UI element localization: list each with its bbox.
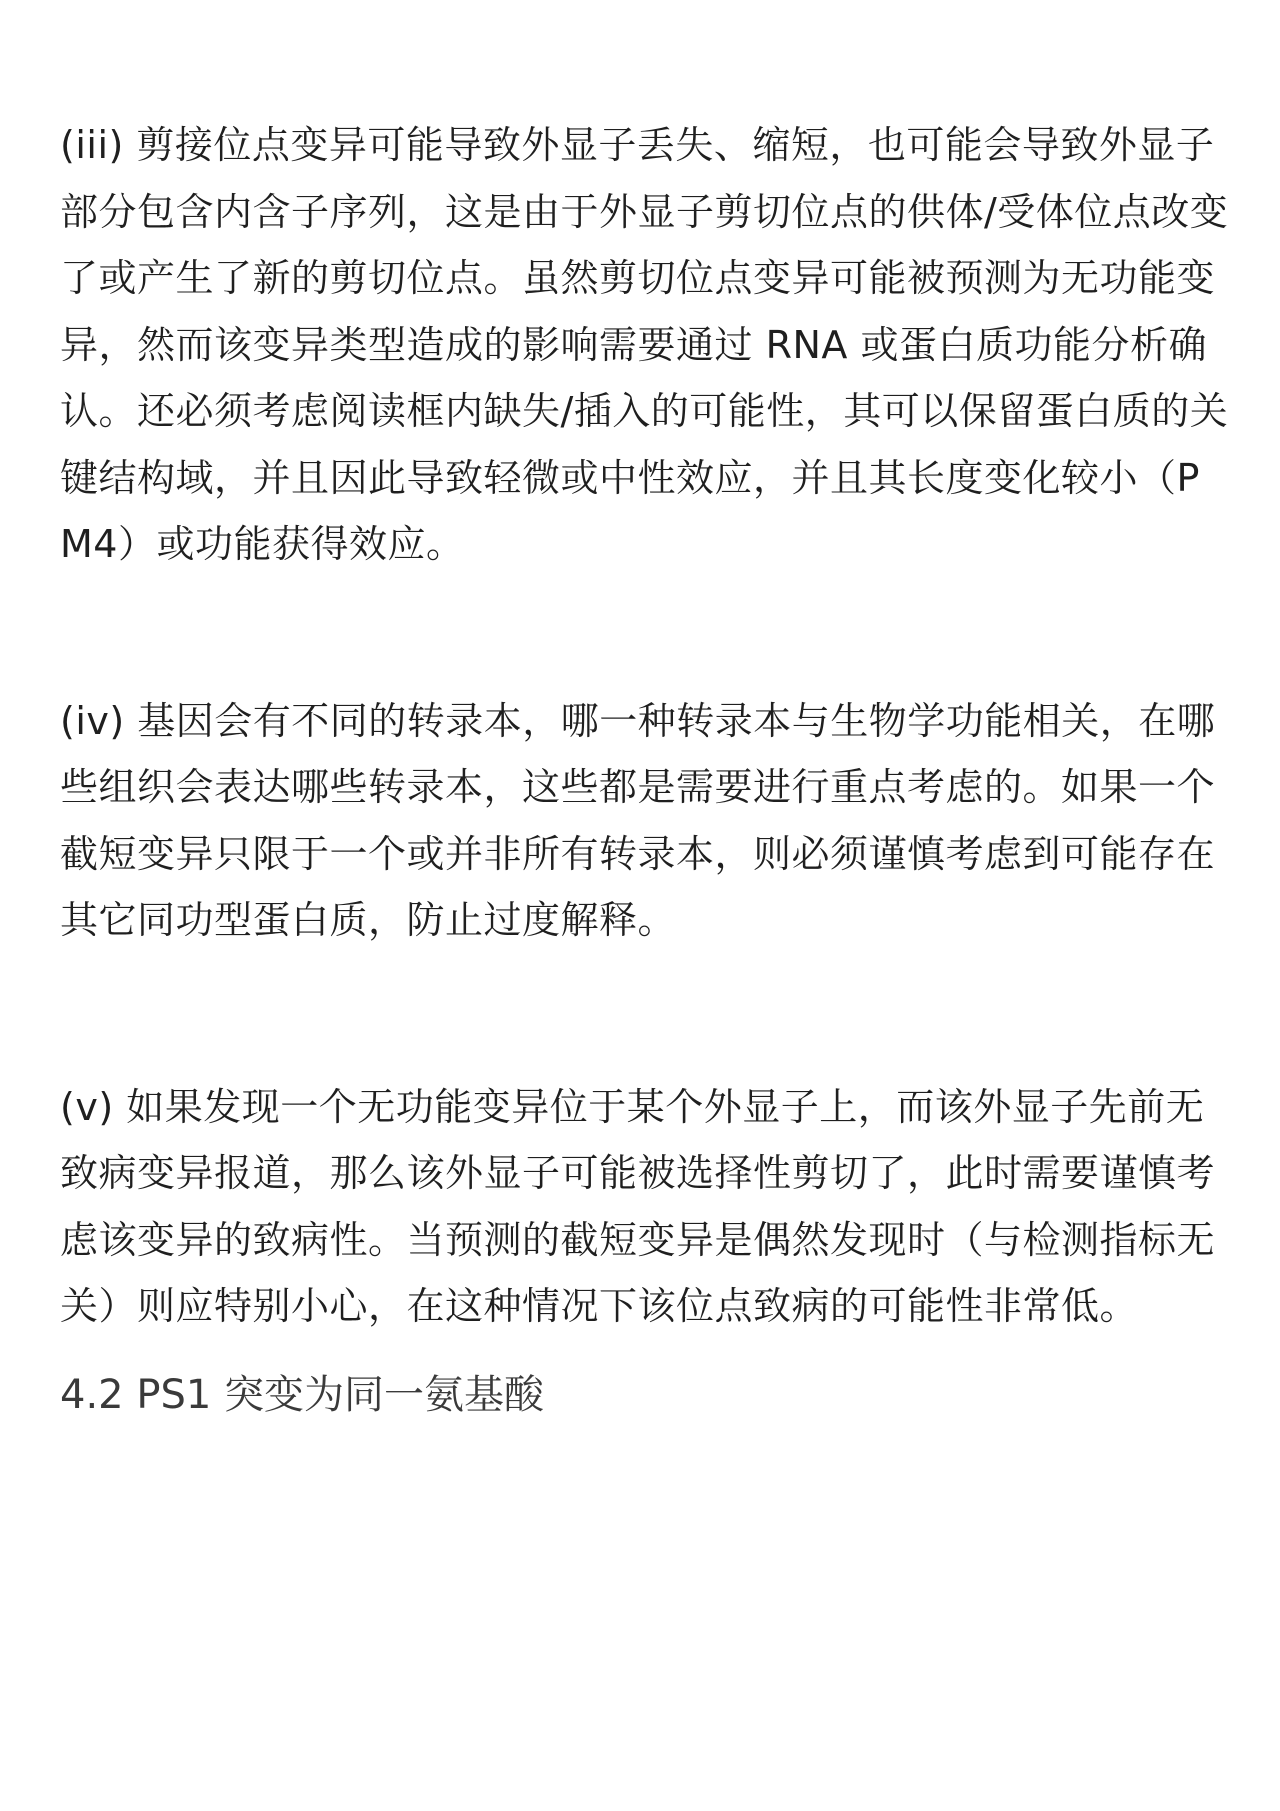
paragraph-iv: (iv) 基因会有不同的转录本，哪一种转录本与生物学功能相关，在哪些组织会表达哪些转录本，这些都是需要进行重点考虑的。如果一个截短变异只限于一个或并非所有转录本，则必须谨慎考虑到可能存在其它同功型蛋白质，防止过度解释。	[60, 698, 1216, 942]
paragraph-v: (v) 如果发现一个无功能变异位于某个外显子上，而该外显子先前无致病变异报道，那么该外显子可能被选择性剪切了，此时需要谨慎考虑该变异的致病性。当预测的截短变异是偶然发现时（与检测指标无关）则应特别小心，在这种情况下该位点致病的可能性非常低。	[60, 1084, 1216, 1328]
paragraph-iii: (iii) 剪接位点变异可能导致外显子丢失、缩短，也可能会导致外显子部分包含内含子序列，这是由于外显子剪切位点的供体/受体位点改变了或产生了新的剪切位点。虽然剪切位点变异可能被预测为无功能变异，然而该变异类型造成的影响需要通过 RNA 或蛋白质功能分析确认。还必须考虑阅读框内缺失/插入的可能性，其可以保留蛋白质的关键结构域，并且因此导致轻微或中性效应，并且其长度变化较小（PM4）或功能获得效应。	[60, 123, 1229, 566]
document-page	[60, 112, 1230, 1428]
section-heading: 4.2 PS1 突变为同一氨基酸	[60, 1371, 545, 1418]
